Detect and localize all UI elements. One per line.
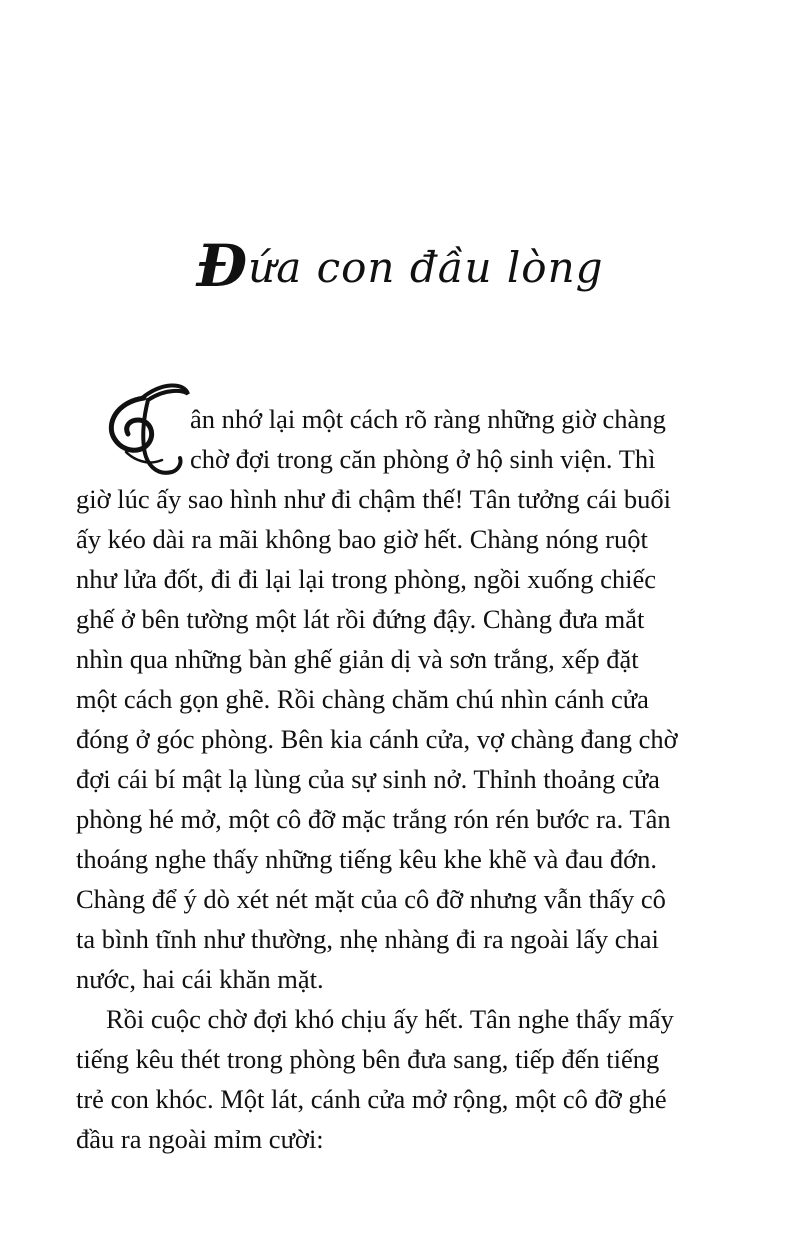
text-line: đợi cái bí mật lạ lùng của sự sinh nở. Thỉnh thoảng cửa: [76, 764, 660, 794]
chapter-title: [0, 232, 800, 300]
text-line: nhìn qua những bàn ghế giản dị và sơn trắng, xếp đặt: [76, 644, 639, 674]
text-line: như lửa đốt, đi đi lại lại trong phòng, ngồi xuống chiếc: [76, 564, 656, 594]
text-line: đầu ra ngoài mỉm cười:: [76, 1124, 324, 1154]
text-line: ấy kéo dài ra mãi không bao giờ hết. Chàng nóng ruột: [76, 524, 648, 554]
text-line: phòng hé mở, một cô đỡ mặc trắng rón rén bước ra. Tân: [76, 804, 671, 834]
text-line: Chàng để ý dò xét nét mặt của cô đỡ nhưng vẫn thấy cô: [76, 884, 666, 914]
drop-cap-glyph: [104, 380, 190, 480]
text-line: nước, hai cái khăn mặt.: [76, 964, 324, 994]
text-line: ân nhớ lại một cách rõ ràng những giờ chàng: [190, 404, 666, 434]
text-line: tiếng kêu thét trong phòng bên đưa sang, tiếp đến tiếng: [76, 1044, 660, 1074]
text-line: giờ lúc ấy sao hình như đi chậm thế! Tân tưởng cái buổi: [76, 484, 671, 514]
chapter-title-text: ứa con đầu lòng: [248, 243, 604, 292]
text-line: đóng ở góc phòng. Bên kia cánh cửa, vợ chàng đang chờ: [76, 724, 678, 754]
text-line: Rồi cuộc chờ đợi khó chịu ấy hết. Tân nghe thấy mấy: [106, 1004, 674, 1034]
text-line: ta bình tĩnh như thường, nhẹ nhàng đi ra ngoài lấy chai: [76, 924, 659, 954]
drop-cap: [104, 380, 190, 480]
text-line: chờ đợi trong căn phòng ở hộ sinh viện. Thì: [190, 444, 656, 474]
text-line: thoáng nghe thấy những tiếng kêu khe khẽ và đau đớn.: [76, 844, 658, 874]
text-line: trẻ con khóc. Một lát, cánh cửa mở rộng, một cô đỡ ghé: [76, 1084, 667, 1114]
text-line: một cách gọn ghẽ. Rồi chàng chăm chú nhìn cánh cửa: [76, 684, 649, 714]
text-line: ghế ở bên tường một lát rồi đứng đậy. Chàng đưa mắt: [76, 604, 645, 634]
chapter-title-initial: Đ: [196, 232, 249, 300]
